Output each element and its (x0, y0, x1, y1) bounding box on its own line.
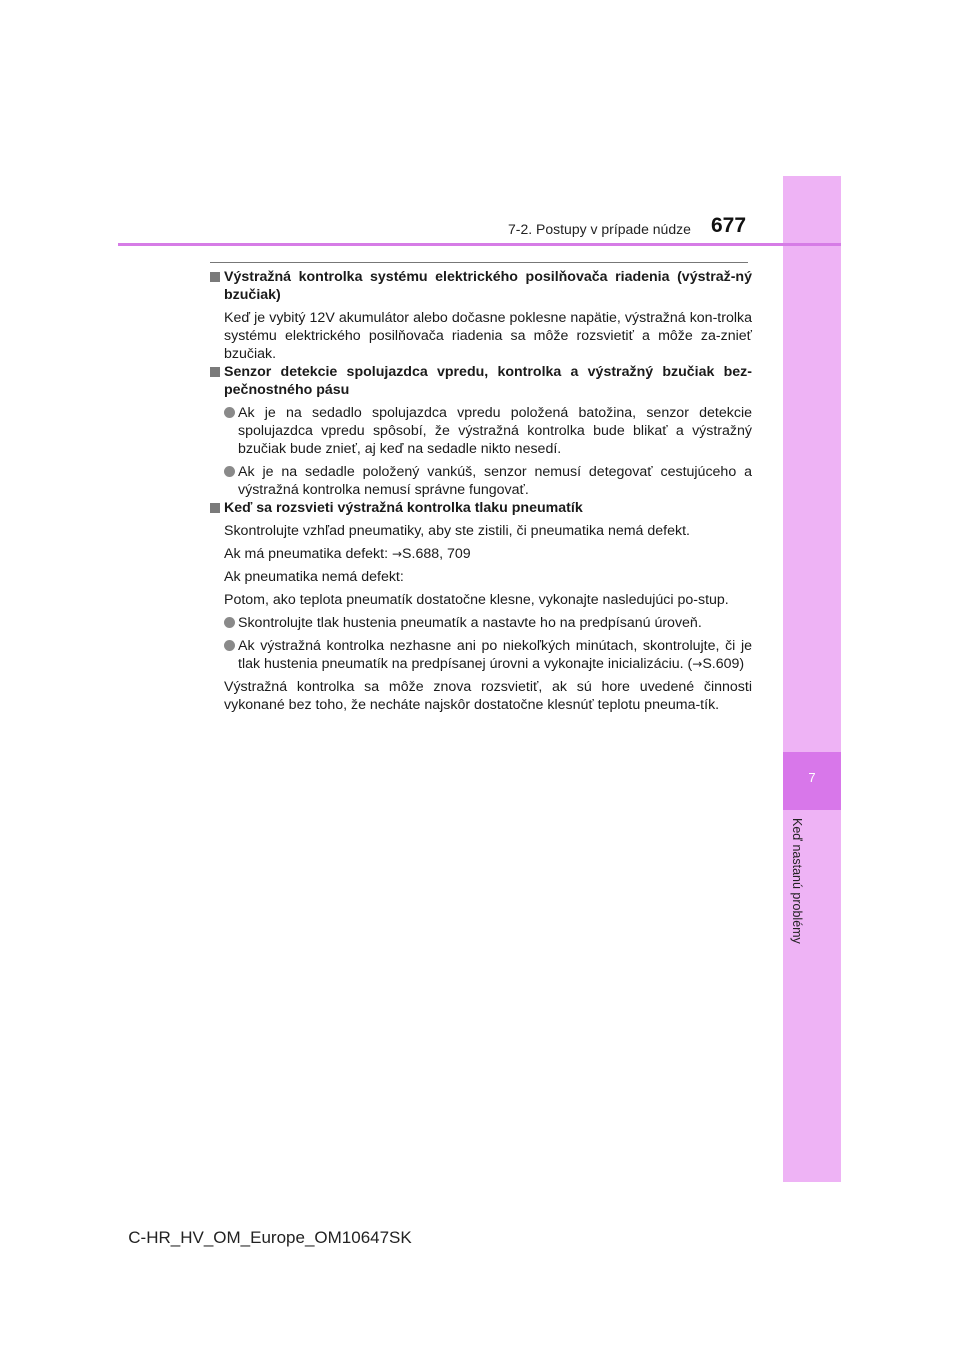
content-divider (210, 262, 748, 263)
list-item (210, 637, 752, 673)
paragraph: Výstražná kontrolka sa môže znova rozsvietiť, ak sú hore uvedené činnosti vykonané bez toho, že necháte najskôr dostatočne klesnúť teplotu pneuma-tík. (224, 679, 752, 713)
list-item-text: Ak je na sedadlo spolujazdca vpredu položená batožina, senzor detekcie spolujazdca vpredu spôsobí, že výstražná kontrolka bude blikať a výstražný bzučiak bude znieť, aj keď na sedadle nikto nesedí. (238, 405, 752, 457)
circle-bullet-icon (224, 466, 235, 477)
list-item (210, 404, 752, 458)
square-bullet-icon (210, 503, 220, 513)
section-power-steering (210, 268, 752, 363)
section-heading (210, 363, 752, 399)
square-bullet-icon (210, 272, 220, 282)
list-item-text: Skontrolujte tlak hustenia pneumatík a nastavte ho na predpísanú úroveň. (238, 615, 702, 631)
section-tire-pressure (210, 499, 752, 714)
page-number: 677 (711, 214, 747, 237)
list-item-text: Ak výstražná kontrolka nezhasne ani po niekoľkých minútach, skontrolujte, či je tlak hustenia pneumatík na predpísanej úrovni a vykonajte inicializáciu. ( (238, 638, 752, 672)
section-heading (210, 268, 752, 304)
arrow-right-icon: → (391, 547, 403, 561)
section-heading (210, 499, 752, 517)
page-content (210, 268, 752, 714)
paragraph-with-reference (210, 545, 752, 563)
section-heading-text: Výstražná kontrolka systému elektrického posilňovača riadenia (výstraž-ný bzučiak) (224, 269, 752, 303)
section-passenger-sensor (210, 363, 752, 499)
list-item (210, 463, 752, 499)
paragraph: Keď je vybitý 12V akumulátor alebo dočasne poklesne napätie, výstražná kon-trolka systému elektrického posilňovača riadenia sa môže rozsvietiť a môže za-znieť bzučiak. (224, 310, 752, 362)
circle-bullet-icon (224, 640, 235, 651)
header-divider (118, 243, 841, 246)
page-reference-link[interactable]: S.688, 709 (402, 546, 471, 562)
document-id: C-HR_HV_OM_Europe_OM10647SK (128, 1228, 412, 1247)
section-heading-text: Keď sa rozsvieti výstražná kontrolka tlaku pneumatík (224, 500, 583, 516)
circle-bullet-icon (224, 407, 235, 418)
chapter-side-tab (783, 176, 841, 1182)
square-bullet-icon (210, 367, 220, 377)
paragraph: Skontrolujte vzhľad pneumatiky, aby ste zistili, či pneumatika nemá defekt. (224, 523, 690, 539)
paragraph: Ak pneumatika nemá defekt: (224, 569, 404, 585)
paragraph: Potom, ako teplota pneumatík dostatočne klesne, vykonajte nasledujúci po-stup. (224, 592, 729, 608)
arrow-right-icon: → (692, 657, 703, 671)
section-title: 7-2. Postupy v prípade núdze (508, 221, 691, 237)
list-item-text: Ak je na sedadle položený vankúš, senzor nemusí detegovať cestujúceho a výstražná kontrolka nemusí správne fungovať. (238, 464, 752, 498)
page-reference-link[interactable]: S.609) (702, 656, 745, 672)
chapter-title: Keď nastanú problémy (790, 818, 804, 944)
paragraph-text: Ak má pneumatika defekt: (224, 546, 392, 562)
section-heading-text: Senzor detekcie spolujazdca vpredu, kontrolka a výstražný bzučiak bez-pečnostného pásu (224, 364, 752, 398)
chapter-number: 7 (808, 770, 816, 785)
list-item (210, 614, 752, 632)
circle-bullet-icon (224, 617, 235, 628)
